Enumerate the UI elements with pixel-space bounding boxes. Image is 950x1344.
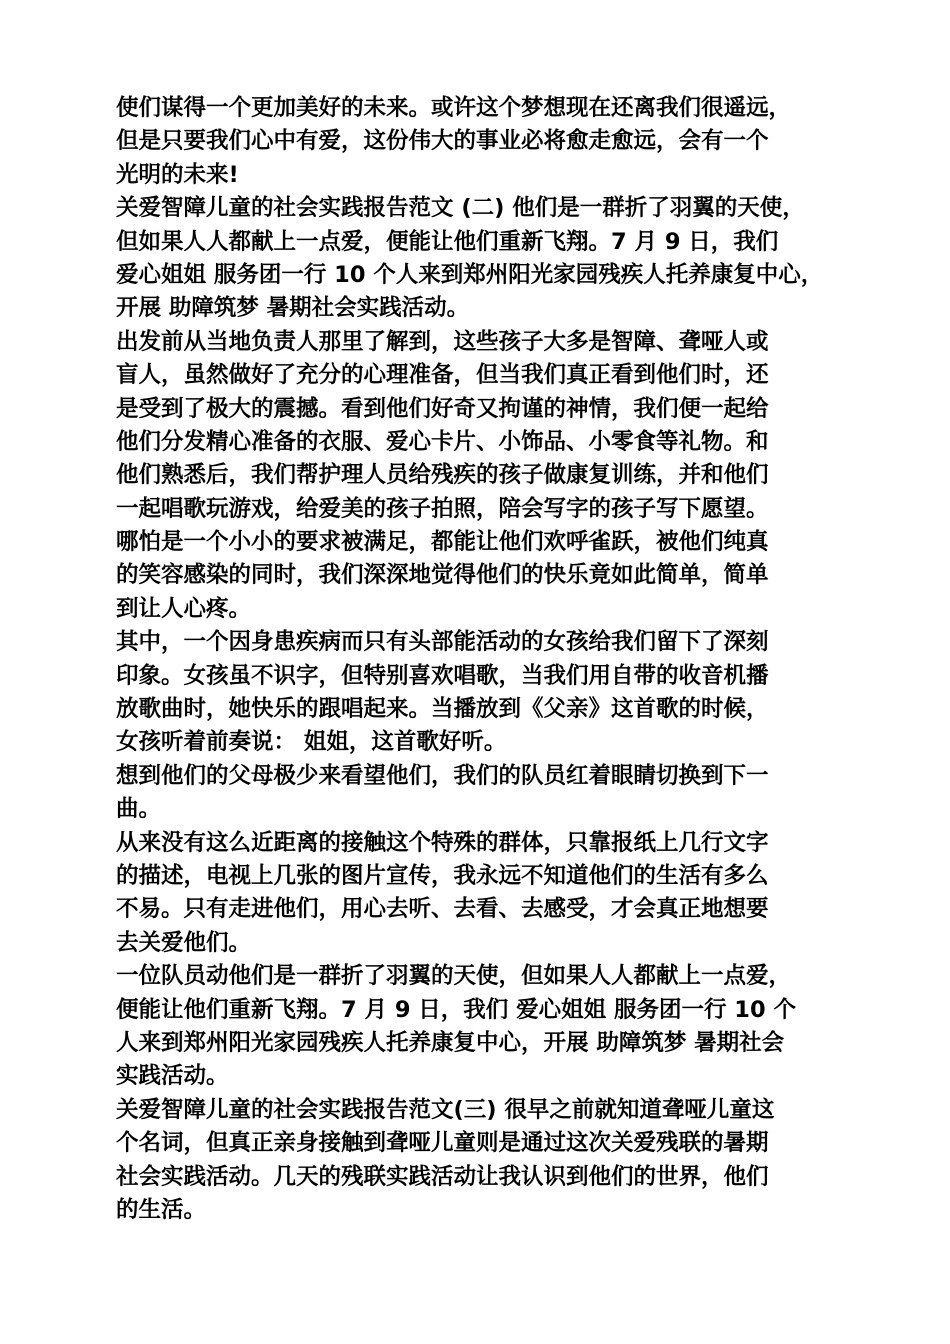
text-line: 但是只要我们心中有爱，这份伟大的事业必将愈走愈远，会有一个 [116, 128, 769, 155]
text-line: 其中，一个因身患疾病而只有头部能活动的女孩给我们留下了深刻 [116, 629, 769, 656]
text-line: 从来没有这么近距离的接触这个特殊的群体，只靠报纸上几行文字 [116, 829, 769, 856]
text-line: 爱心姐姐 服务团一行 10 个人来到郑州阳光家园残疾人托养康复中心， [116, 261, 824, 288]
text-line: 去关爱他们。 [116, 929, 252, 956]
text-line: 一位队员动他们是一群折了羽翼的天使，但如果人人都献上一点爱， [116, 963, 792, 990]
text-line: 一起唱歌玩游戏，给爱美的孩子拍照，陪会写字的孩子写下愿望。 [116, 495, 769, 522]
text-line: 出发前从当地负责人那里了解到，这些孩子大多是智障、聋哑人或 [116, 328, 769, 355]
text-line: 个名词，但真正亲身接触到聋哑儿童则是通过这次关爱残联的暑期 [116, 1130, 769, 1157]
text-line: 社会实践活动。几天的残联实践活动让我认识到他们的世界，他们 [116, 1163, 769, 1190]
text-line: 盲人，虽然做好了充分的心理准备，但当我们真正看到他们时，还 [116, 362, 769, 389]
text-line: 但如果人人都献上一点爱，便能让他们重新飞翔。7 月 9 日，我们 [116, 228, 779, 255]
text-line: 他们熟悉后，我们帮护理人员给残疾的孩子做康复训练，并和他们 [116, 462, 769, 489]
text-line: 放歌曲时，她快乐的跟唱起来。当播放到《父亲》这首歌的时候， [116, 696, 769, 723]
text-line: 便能让他们重新飞翔。7 月 9 日，我们 爱心姐姐 服务团一行 10 个 [116, 996, 796, 1023]
text-line: 的笑容感染的同时，我们深深地觉得他们的快乐竟如此简单，简单 [116, 562, 769, 589]
text-line: 是受到了极大的震撼。看到他们好奇又拘谨的神情，我们便一起给 [116, 395, 769, 422]
text-line: 女孩听着前奏说： 姐姐，这首歌好听。 [116, 729, 507, 756]
text-line: 到让人心疼。 [116, 595, 252, 622]
text-line: 人来到郑州阳光家园残疾人托养康复中心，开展 助障筑梦 暑期社会 [116, 1029, 785, 1056]
text-line: 曲。 [116, 796, 162, 823]
text-line: 想到他们的父母极少来看望他们，我们的队员红着眼睛切换到下一 [116, 762, 769, 789]
text-line: 的生活。 [116, 1196, 207, 1223]
document-body [116, 92, 856, 1227]
text-line: 关爱智障儿童的社会实践报告范文(三) 很早之前就知道聋哑儿童这 [116, 1096, 775, 1123]
text-line: 他们分发精心准备的衣服、爱心卡片、小饰品、小零食等礼物。和 [116, 428, 769, 455]
text-line: 使们谋得一个更加美好的未来。或许这个梦想现在还离我们很遥远， [116, 95, 792, 121]
text-line: 实践活动。 [116, 1063, 229, 1090]
text-line: 的描述，电视上几张的图片宣传，我永远不知道他们的生活有多么 [116, 862, 769, 889]
text-line: 开展 助障筑梦 暑期社会实践活动。 [116, 295, 470, 322]
text-line: 光明的未来! [116, 161, 239, 188]
text-line: 不易。只有走进他们，用心去听、去看、去感受，才会真正地想要 [116, 896, 769, 923]
text-line: 关爱智障儿童的社会实践报告范文 (二) 他们是一群折了羽翼的天使， [116, 195, 805, 222]
text-line: 印象。女孩虽不识字，但特别喜欢唱歌，当我们用自带的收音机播 [116, 662, 769, 689]
text-line: 哪怕是一个小小的要求被满足，都能让他们欢呼雀跃，被他们纯真 [116, 529, 769, 556]
